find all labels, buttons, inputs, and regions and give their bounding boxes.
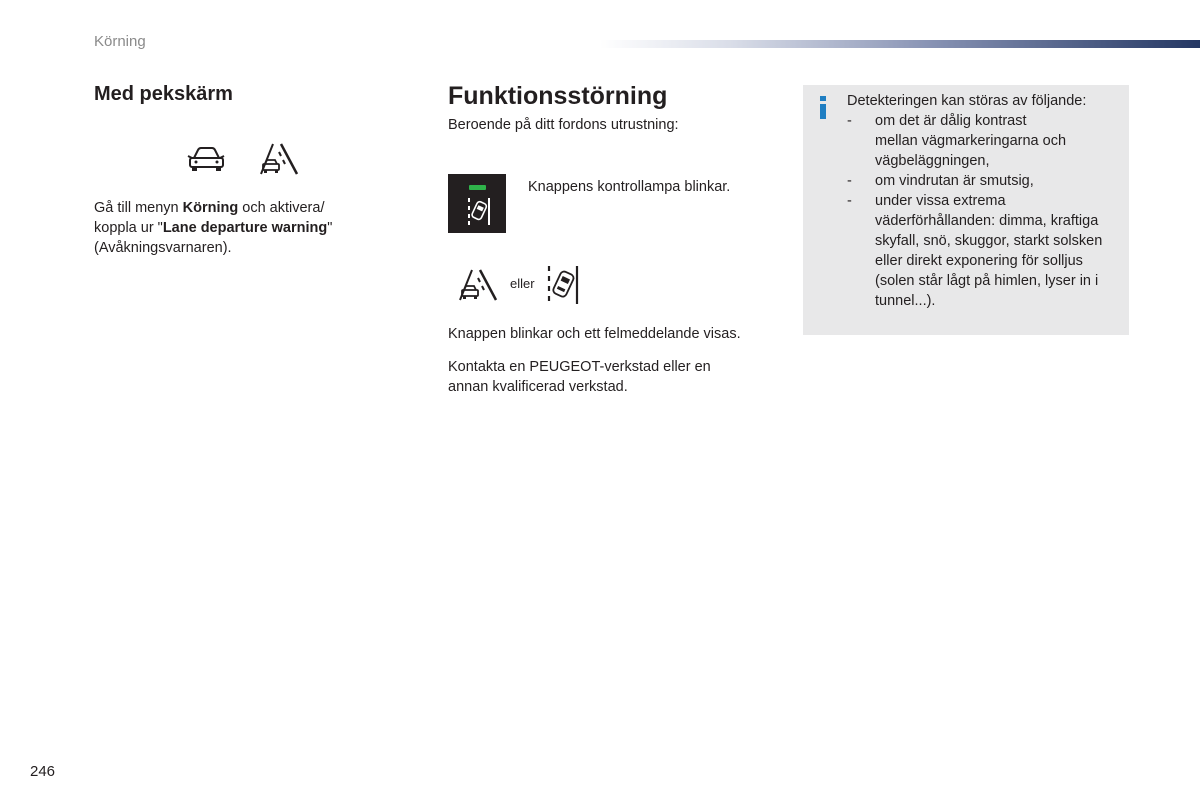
- list-line: vägbeläggningen,: [875, 153, 990, 169]
- green-indicator-led: [469, 185, 486, 190]
- error-message-text: Knappen blinkar och ett felmeddelande visas.: [448, 326, 741, 342]
- text-fragment: koppla ur ": [94, 220, 163, 236]
- text-fragment: annan kvalificerad verkstad.: [448, 379, 628, 395]
- list-line: om vindrutan är smutsig,: [875, 173, 1034, 189]
- interference-list: [847, 111, 1127, 311]
- car-front-icon: [186, 146, 226, 172]
- malfunction-heading: Funktionsstörning: [448, 82, 668, 110]
- list-item: [847, 111, 1127, 171]
- button-blinks-caption: Knappens kontrollampa blinkar.: [528, 179, 731, 195]
- contact-workshop-text: [448, 357, 711, 397]
- list-line: (solen står lågt på himlen, lyser in i: [875, 273, 1099, 289]
- section-title: Körning: [94, 33, 146, 50]
- list-item: [847, 171, 1127, 191]
- list-line: mellan vägmarkeringarna och: [875, 133, 1067, 149]
- list-dash: -: [847, 173, 852, 189]
- text-fragment: Gå till menyn: [94, 200, 183, 216]
- header-gradient-bar: [600, 40, 1200, 48]
- list-line: om det är dålig kontrast: [875, 113, 1027, 129]
- lane-departure-button-icon: [466, 196, 492, 226]
- equipment-intro: Beroende på ditt fordons utrustning:: [448, 117, 679, 133]
- page-number: 246: [30, 763, 56, 780]
- list-line: tunnel...).: [875, 293, 936, 309]
- text-fragment: Kontakta en PEUGEOT-verkstad eller en: [448, 359, 711, 375]
- lane-button-panel: [448, 174, 506, 233]
- info-text: [847, 91, 1127, 311]
- info-icon: [817, 96, 829, 120]
- touchscreen-heading: Med pekskärm: [94, 83, 233, 105]
- touchscreen-instructions: [94, 198, 394, 258]
- lane-departure-button-icon: [546, 264, 580, 306]
- lane-departure-icon: [458, 268, 500, 302]
- list-item: [847, 191, 1127, 311]
- lane-departure-icon: [259, 142, 301, 176]
- text-fragment: (Avåkningsvarnaren).: [94, 240, 232, 256]
- text-fragment: och aktivera/: [238, 200, 325, 216]
- list-line: skyfall, snö, skuggor, starkt solsken: [875, 233, 1103, 249]
- list-dash: -: [847, 113, 852, 129]
- text-fragment: ": [327, 220, 333, 236]
- or-label: eller: [510, 276, 535, 291]
- menu-name-korning: Körning: [182, 200, 239, 216]
- list-line: väderförhållanden: dimma, kraftiga: [875, 213, 1099, 229]
- list-line: eller direkt exponering för solljus: [875, 253, 1083, 269]
- list-dash: -: [847, 193, 852, 209]
- list-line: under vissa extrema: [875, 193, 1006, 209]
- feature-name-lane-departure-warning: Lane departure warning: [162, 220, 328, 236]
- info-intro: Detekteringen kan störas av följande:: [847, 93, 1087, 109]
- info-box: [803, 85, 1129, 335]
